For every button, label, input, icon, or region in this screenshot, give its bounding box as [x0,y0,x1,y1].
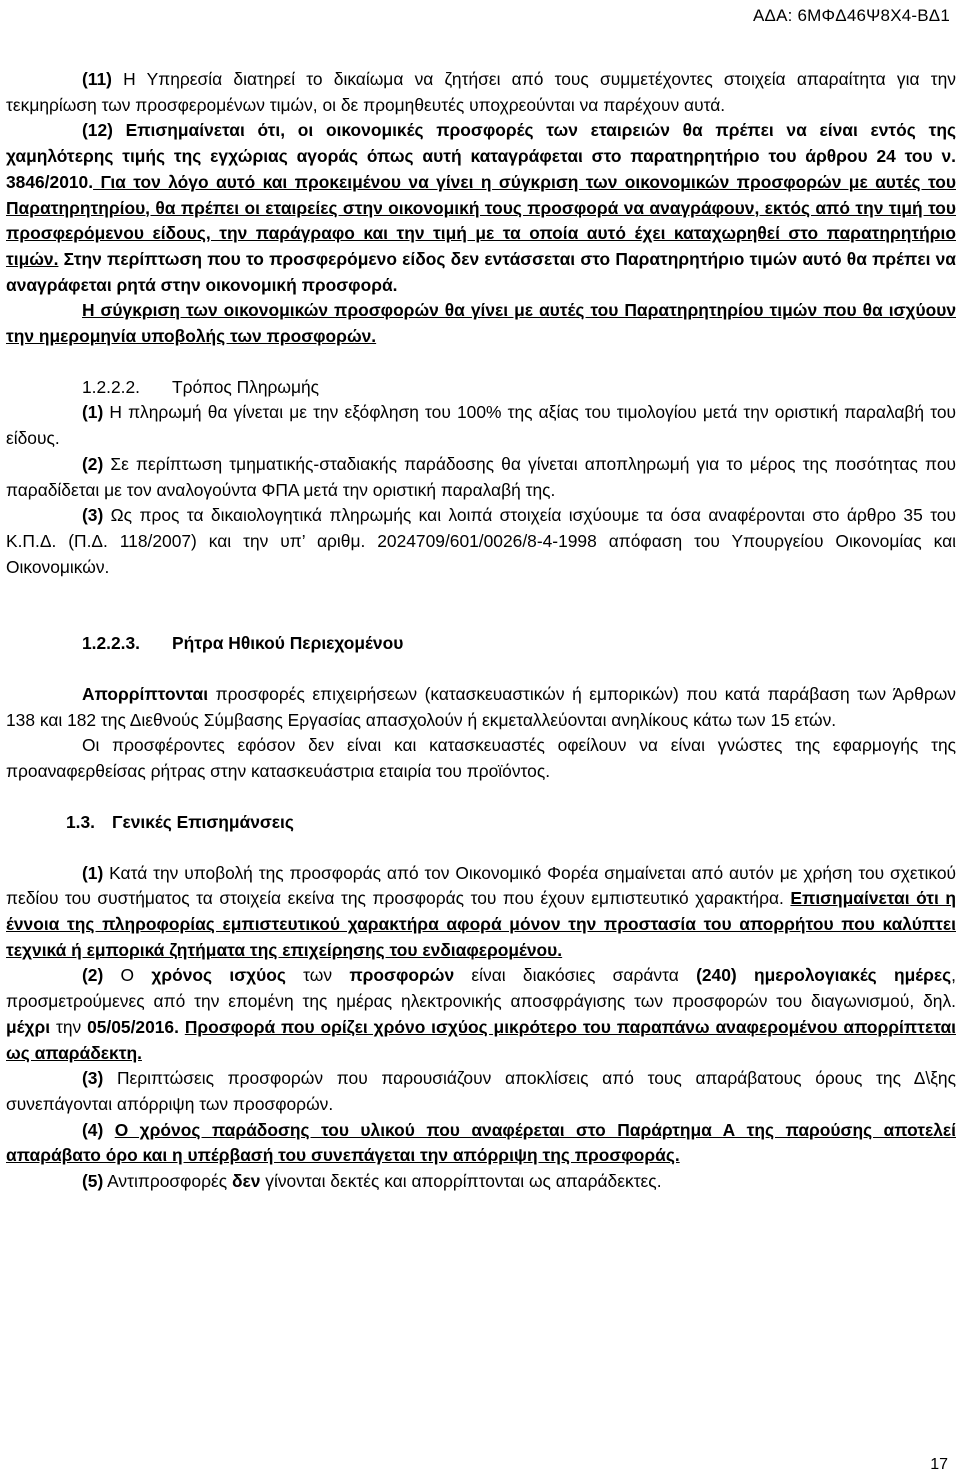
item-number: (2) [82,453,104,474]
section-number: 1.2.2.2. [82,376,141,397]
section-number: 1.2.2.3. [82,633,141,654]
section-title: Τρόπος Πληρωμής [172,376,320,397]
paragraph-text: (12) Επισημαίνεται ότι, οι οικονομικές προσφορές των εταιρειών θα πρέπει να είναι εντός της χαμηλότερης τιμής της εγχώριας αγοράς όπως αυτή καταγράφεται στο παρατηρητήριο του άρθρου 24 του ν. 3846/2010. [6,120,956,192]
paragraph-text: Κατά την υποβολή της προσφοράς από τον Οικονομικό Φορέα σημαίνεται από αυτόν με χρήση του σχετικού πεδίου του συστήματος τα στοιχεία εκείνα της προσφοράς του που έχουν εμπιστευτικό χαρακτήρα. [6,862,956,909]
underlined-text: Η σύγκριση των οικονομικών προσφορών θα γίνει με αυτές του Παρατηρητηρίου τιμών που θα ισχύουν την ημερομηνία υποβολής των προσφορών. [6,300,956,347]
ada-code: ΑΔΑ: 6ΜΦΔ46Ψ8Χ4-ΒΔ1 [753,6,950,25]
text-run: των [285,965,350,986]
section-number: 1.3. [66,811,96,832]
item-number: (3) [82,505,104,526]
item-number: (2) [82,965,104,986]
text-run: Αντιπροσφορές [103,1171,232,1192]
text-run [103,1120,114,1140]
item-number: (11) [82,69,112,89]
bold-text: δεν [231,1171,261,1192]
text-run: Ο [103,965,152,986]
item-number: (4) [82,1119,104,1140]
section-title: Ρήτρα Ηθικού Περιεχομένου [172,633,404,654]
section-heading-1222 [82,375,956,401]
item-number: (1) [82,402,104,423]
payment-item-1 [6,400,956,451]
bold-text: 05/05/2016. [87,1016,179,1037]
paragraph-text: Η Υπηρεσία διατηρεί το δικαίωμα να ζητήσει από τους συμμετέχοντες στοιχεία απαραίτητα για την τεκμηρίωση των προσφερομένων τιμών, οι δε προμηθευτές υποχρεούνται να παρέχουν αυτά. [6,69,956,115]
item-number: (5) [82,1171,104,1192]
bold-text: προσφορών [349,965,455,986]
general-item-1 [6,861,956,964]
underlined-text: Ο χρόνος παράδοσης του υλικού που αναφέρεται στο Παράρτημα Α της παρούσης αποτελεί απαράβατο όρο και η υπέρβασή του συνεπάγεται την απόρριψη της προσφοράς. [6,1119,956,1166]
paragraph-text: Η πληρωμή θα γίνεται με την εξόφληση του 100% της αξίας του τιμολογίου μετά την οριστική παραλαβή του είδους. [6,402,956,449]
payment-item-3 [6,503,956,580]
general-item-2 [6,963,956,1066]
general-item-4 [6,1118,956,1169]
section-heading-13 [36,810,956,836]
ethics-paragraph-1 [6,682,956,733]
underlined-text: Επισημαίνεται ότι η έννοια της πληροφορίας εμπιστευτικού χαρακτήρα αφορά μόνον την προστασία του απορρήτου που καλύπτει τεχνικά ή εμπορικά ζητήματα της επιχείρησης του ενδιαφερομένου. [6,888,957,960]
paragraph-text: Σε περίπτωση τμηματικής-σταδιακής παράδοσης θα γίνεται αποπληρωμή για το μέρος της ποσότητας που παραδίδεται με τον αναλογούντα ΦΠΑ μετά την οριστική παραλαβή της. [6,453,956,500]
text-run: την [50,1016,88,1037]
text-run: γίνονται δεκτές και απορρίπτονται ως απαράδεκτες. [260,1171,662,1192]
section-title: Γενικές Επισημάνσεις [112,811,294,832]
text-run: είναι διακόσιες σαράντα [454,965,697,986]
paragraph-12 [6,118,956,298]
bold-text: μέχρι [6,1016,51,1037]
paragraph-11 [6,67,956,118]
paragraph-text: Στην περίπτωση που το προσφερόμενο είδος δεν εντάσσεται στο Παρατηρητήριο τιμών αυτό θα πρέπει να αναγράφεται ρητά στην οικονομική προσφορά. [6,248,956,295]
item-number: (1) [82,862,104,883]
general-item-5 [6,1169,956,1195]
payment-item-2 [6,452,956,503]
item-number: (3) [82,1068,104,1089]
text-run: , προσμετρούμενες από την επομένη της ημέρας ηλεκτρονικής αποσφράγισης των προσφορών του διαγωνισμού, δηλ. [6,965,956,1012]
section-heading-1223 [82,631,956,657]
ethics-paragraph-2: Οι προσφέροντες εφόσον δεν είναι και κατασκευαστές οφείλουν να είναι γνώστες της εφαρμογής της προαναφερθείσας ρήτρας στην κατασκευάστρια εταιρία του προϊόντος. [6,735,956,782]
paragraph-text: Ως προς τα δικαιολογητικά πληρωμής και λοιπά στοιχεία ισχύουμε τα όσα αναφέρονται στο άρθρο 35 του Κ.Π.Δ. (Π.Δ. 118/2007) και την υπ’ αριθμ. 2024709/601/0026/8-4-1998 απόφαση του Υπουργείου Οικονομίας και Οικονομικών. [6,505,956,577]
underlined-text: Για τον λόγο αυτό και προκειμένου να γίνει η σύγκριση των οικονομικών προσφορών με αυτές του Παρατηρητηρίου, θα πρέπει οι εταιρείες στην οικονομική τους προσφορά να αναγράφουν, εκτός από την τιμή του προσφερόμενου είδους, την παράγραφο και την τιμή με τα οποία αυτό έχει καταχωρηθεί στο παρατηρητήριο τιμών. [6,171,956,269]
bold-text: χρόνος ισχύος [151,965,286,986]
paragraph-text: προσφορές επιχειρήσεων (κατασκευαστικών ή εμπορικών) που κατά παράβαση των Άρθρων 138 και 182 της Διεθνούς Σύμβασης Εργασίας απασχολούν ή εκμεταλλεύονται ανηλίκους κάτω των 15 ετών. [6,684,956,730]
page-number: 17 [930,1456,948,1473]
paragraph-12-comparison [6,298,956,349]
paragraph-text: Περιπτώσεις προσφορών που παρουσιάζουν αποκλίσεις από τους απαράβατους όρους της Δ\ξης συνεπάγονται απόρριψη των προσφορών. [6,1068,956,1114]
general-item-3 [6,1066,956,1117]
document-body [6,67,956,1195]
bold-text: (240) ημερολογιακές ημέρες [696,965,952,986]
bold-text: Απορρίπτονται [82,684,209,705]
underlined-text: Προσφορά που ορίζει χρόνο ισχύος μικρότερο του παραπάνω αναφερομένου απορρίπτεται ως απαράδεκτη. [6,1016,956,1063]
